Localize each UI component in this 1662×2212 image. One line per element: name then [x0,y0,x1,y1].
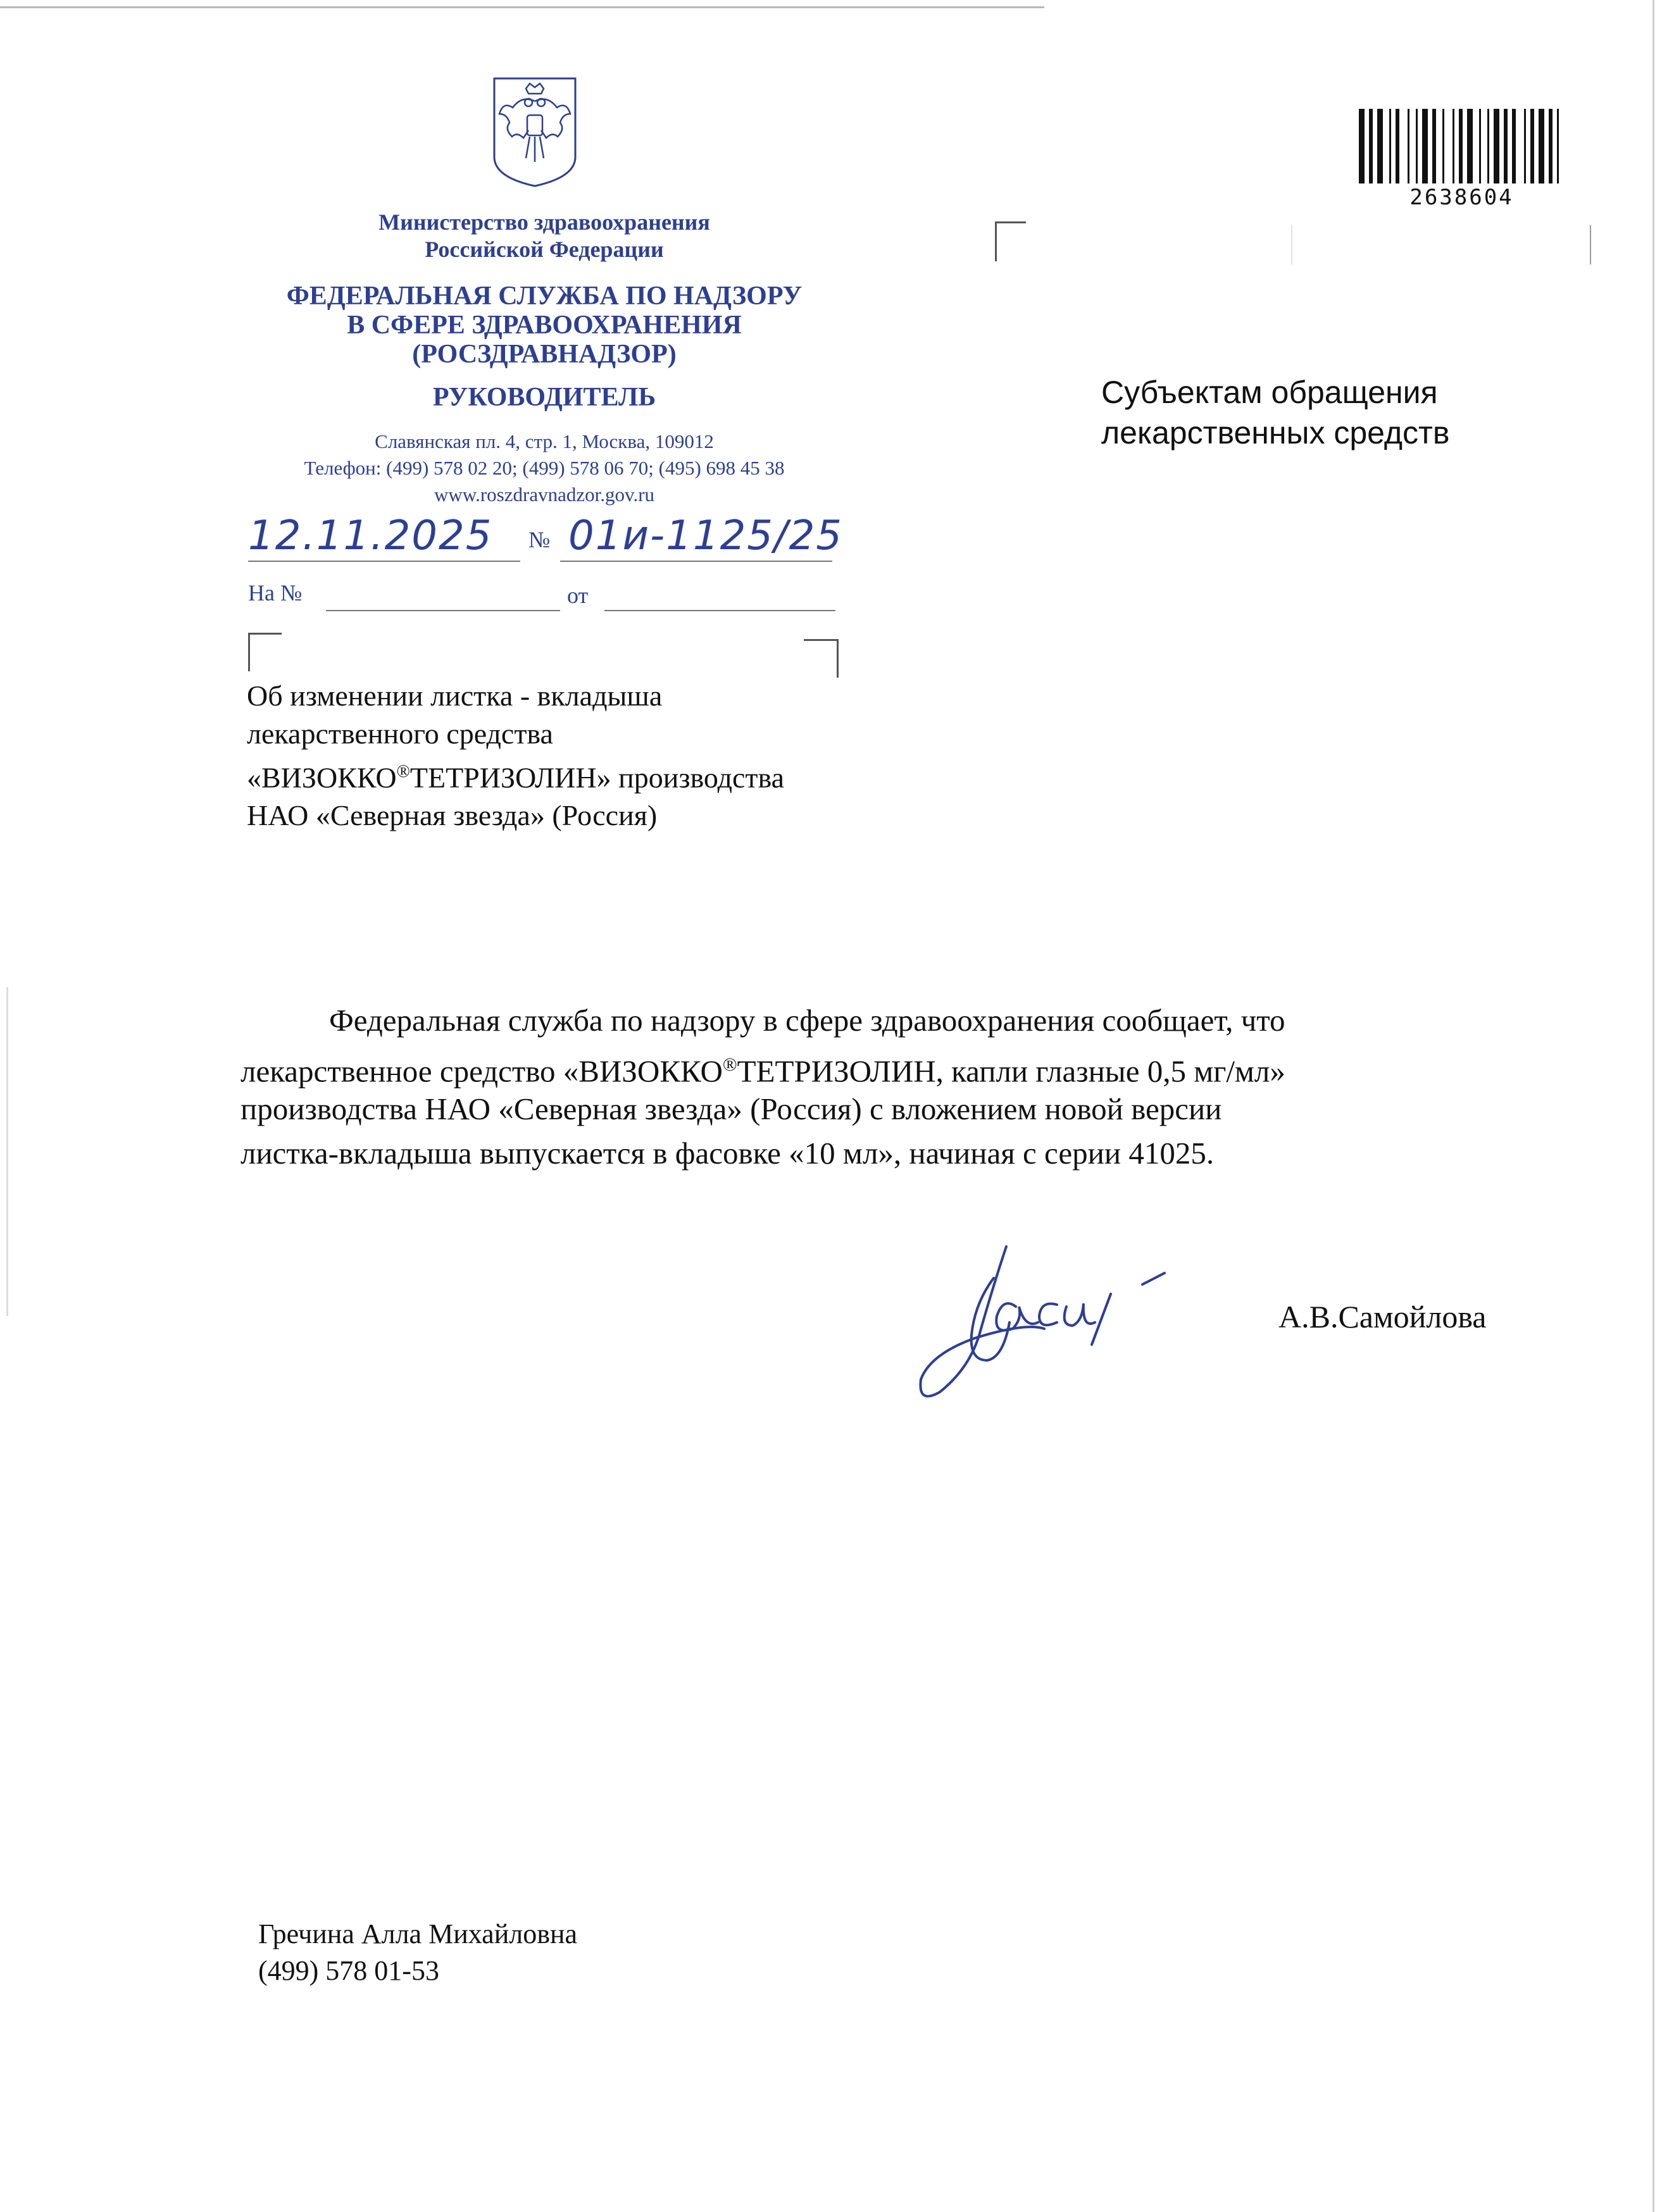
barcode-bar [1524,109,1526,183]
barcode-number: 2638604 [1409,185,1514,210]
barcode-bar [1504,109,1508,183]
barcode-bar [1530,109,1534,183]
barcode-bar [1557,109,1559,183]
subject-line3 [247,753,784,797]
reply-from-underline [604,610,835,611]
body-line1: Федеральная служба по надзору в сфере здравоохранения сообщает, что [329,1003,1285,1038]
barcode-bar [1442,109,1444,183]
reply-to-underline [326,610,560,611]
scan-line [1291,225,1292,264]
service-name-line1: ФЕДЕРАЛЬНАЯ СЛУЖБА ПО НАДЗОРУ [286,282,803,311]
barcode-bar [1453,109,1454,183]
recipient-line1: Субъектам обращения [1101,375,1438,410]
barcode-bar [1487,109,1489,183]
scan-edge-top [0,6,1044,8]
barcode-icon [1359,109,1565,183]
scan-edge-left [6,987,8,1316]
corner-mark-subject-left [248,633,282,671]
registered-mark: ® [722,1054,737,1075]
address: Славянская пл. 4, стр. 1, Москва, 109012 [375,430,714,452]
barcode-bar [1408,109,1409,183]
contact-phone: (499) 578 01-53 [258,1955,439,1986]
subject-line2: лекарственного средства [247,718,553,750]
body-line2 [241,1044,1285,1092]
scan-line [1590,225,1591,264]
subject-line4: НАО «Северная звезда» (Россия) [247,799,658,832]
service-name-line2: В СФЕРЕ ЗДРАВООХРАНЕНИЯ [347,311,742,340]
website: www.roszdravnadzor.gov.ru [434,483,655,506]
subject-line1: Об изменении листка - вкладыша [247,680,663,712]
recipient-line2: лекарственных средств [1101,415,1450,450]
barcode-bar [1377,109,1383,183]
contact-name: Гречина Алла Михайловна [258,1918,578,1949]
recipient [1101,372,1450,453]
coat-of-arms-icon [490,76,579,189]
scan-edge-right [1653,0,1654,2212]
body-product-prefix: лекарственное средство «ВИЗОККО [241,1053,723,1089]
handwritten-signature-icon [899,1234,1240,1411]
barcode-bar [1479,109,1481,183]
ministry-name-line1: Министерство здравоохранения [378,209,710,235]
barcode-bar [1432,109,1436,183]
reply-to-label: На № [248,580,303,606]
body-line4: листка-вкладыша выпускается в фасовке «10 мл», начиная с серии 41025. [241,1136,1215,1171]
corner-mark-subject-right [804,639,839,678]
phones: Телефон: (499) 578 02 20; (499) 578 06 70; (495) 698 45 38 [304,457,785,479]
body-line3: производства НАО «Северная звезда» (Россия) с вложением новой версии [241,1091,1222,1126]
barcode-bar [1549,109,1553,183]
barcode-bar [1494,109,1499,183]
letter-subject [247,677,784,835]
date-underline [248,561,520,562]
reply-from-label: от [567,583,589,608]
registration-date: 12.11.2025 [248,513,493,559]
barcode-bar [1539,109,1544,183]
signer-name: А.В.Самойлова [1278,1299,1487,1334]
service-name-line3: (РОСЗДРАВНАДЗОР) [412,340,677,369]
subject-product-suffix: ТЕТРИЗОЛИН» производства [409,761,785,794]
role-title: РУКОВОДИТЕЛЬ [432,383,656,412]
barcode-bar [1359,109,1365,183]
barcode-bar [1459,109,1463,183]
barcode-bar [1512,109,1516,183]
contact-person [258,1916,577,1989]
corner-mark-top-left [995,221,1026,261]
barcode-bar [1389,109,1391,183]
ministry-name-line2: Российской Федерации [425,237,664,262]
registration-number-label: № [528,527,551,552]
barcode-bar [1369,109,1373,183]
body-product-suffix: ТЕТРИЗОЛИН, капли глазные 0,5 мг/мл» [737,1053,1285,1089]
subject-product-prefix: «ВИЗОККО [247,761,397,794]
barcode-bar [1396,109,1399,183]
barcode-bar [1422,109,1428,183]
registration-number: 01и-1125/25 [568,513,843,559]
barcode-bar [1467,109,1473,183]
number-underline [560,561,832,562]
barcode-bar [1416,109,1418,183]
registered-mark: ® [396,762,410,781]
